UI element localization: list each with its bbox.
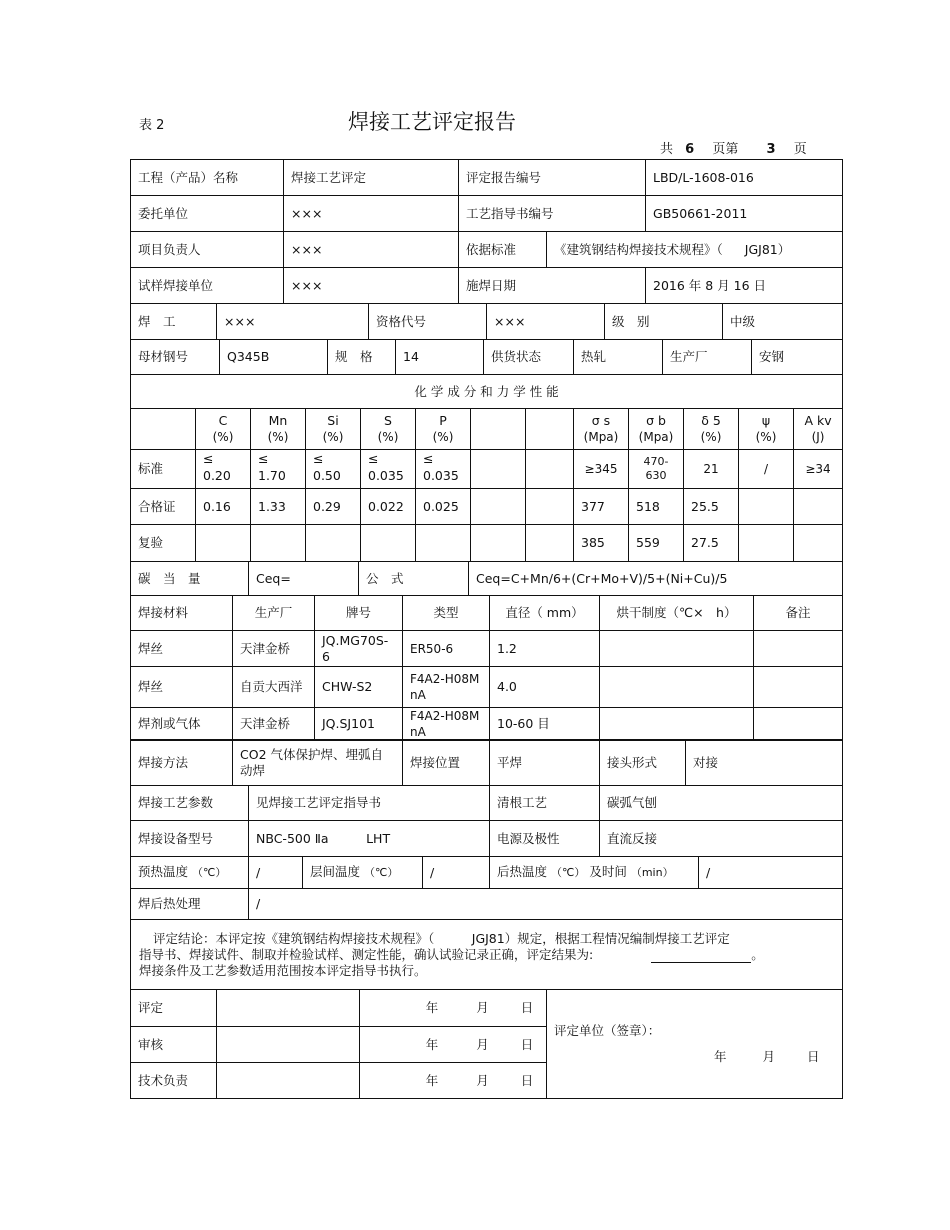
chem-header-unit: (%) xyxy=(267,430,289,444)
chem-header-symbol: A kv xyxy=(804,413,832,428)
chem-cell: 0.022 xyxy=(361,489,416,525)
chem-header-symbol: σ s xyxy=(591,413,611,428)
chem-cell: 21 xyxy=(684,450,739,489)
model-label: 焊接设备型号 xyxy=(131,821,249,857)
chem-header-unit: (%) xyxy=(432,430,454,444)
interpass-value: / xyxy=(423,857,490,889)
page-title: 焊接工艺评定报告 xyxy=(348,110,516,134)
signoff-date xyxy=(360,990,547,1027)
chem-cell xyxy=(306,450,361,489)
chem-header-symbol: σ b xyxy=(646,413,666,428)
conclusion-text xyxy=(131,920,843,990)
current-page: 3 xyxy=(766,142,776,157)
chem-header-10 xyxy=(739,409,794,450)
chem-corner xyxy=(131,409,196,450)
project-label: 工程（产品）名称 xyxy=(131,160,284,196)
date-value: 2016 年 8 月 16 日 xyxy=(646,268,843,304)
chem-cell xyxy=(471,450,526,489)
page-counter xyxy=(660,138,807,157)
grade-value: 中级 xyxy=(723,304,843,340)
clean-label: 清根工艺 xyxy=(490,786,600,821)
le-sign: ≤ xyxy=(258,451,269,466)
chem-cell: 559 xyxy=(629,525,684,562)
chem-cell xyxy=(416,450,471,489)
chem-section-title: 化 学 成 分 和 力 学 性 能 xyxy=(131,375,843,409)
chem-cell xyxy=(794,525,843,562)
project-value: 焊接工艺评定 xyxy=(284,160,459,196)
signoff-unit xyxy=(547,990,843,1099)
guide-no-value: GB50661-2011 xyxy=(646,196,843,232)
chem-cell xyxy=(526,525,574,562)
chem-cell xyxy=(739,489,794,525)
cons-cell: 10-60 目 xyxy=(490,708,600,741)
pwht-label: 焊后热处理 xyxy=(131,889,249,920)
table-label: 表 2 xyxy=(139,118,165,133)
standard-label: 依据标准 xyxy=(459,232,547,268)
carbon-label: 碳 当 量 xyxy=(131,562,249,596)
cons-cell xyxy=(600,631,754,667)
grade-label: 级 别 xyxy=(605,304,723,340)
date-year: 年 xyxy=(425,1072,439,1088)
signoff-signature xyxy=(217,1063,360,1099)
welder-value: ××× xyxy=(217,304,369,340)
chem-header-symbol: Si xyxy=(327,413,339,428)
steel-label: 母材钢号 xyxy=(131,340,220,375)
cons-cell: 4.0 xyxy=(490,667,600,708)
signoff-date xyxy=(360,1027,547,1063)
page-mid: 页第 xyxy=(712,142,739,157)
chem-cell xyxy=(361,450,416,489)
signoff-label: 技术负责 xyxy=(131,1063,217,1099)
report-no-value: LBD/L-1608-016 xyxy=(646,160,843,196)
cons-header-6: 备注 xyxy=(754,596,843,631)
chem-header-4 xyxy=(416,409,471,450)
chem-cell: ≥345 xyxy=(574,450,629,489)
spec-label: 规 格 xyxy=(328,340,396,375)
signoff-table xyxy=(130,989,843,1099)
chem-value: 0.035 xyxy=(423,468,459,483)
supply-label: 供货状态 xyxy=(484,340,574,375)
signoff-date xyxy=(360,1063,547,1099)
client-value: ××× xyxy=(284,196,459,232)
cons-cell: JQ.MG70S-6 xyxy=(315,631,403,667)
cons-header-0: 焊接材料 xyxy=(131,596,233,631)
conclusion-line1: 评定结论：本评定按《建筑钢结构焊接技术规程》（ JGJ81）规定，根据工程情况编制焊接工艺评定 xyxy=(153,930,730,946)
power-label: 电源及极性 xyxy=(490,821,600,857)
chem-header-8 xyxy=(629,409,684,450)
consumables-table xyxy=(130,595,843,741)
position-label: 焊接位置 xyxy=(403,740,490,786)
cons-cell: 自贡大西洋 xyxy=(233,667,315,708)
postheat-value: / xyxy=(699,857,843,889)
joint-label: 接头形式 xyxy=(600,740,686,786)
model-value: NBC-500 Ⅱa LHT xyxy=(249,821,490,857)
chem-cell xyxy=(251,525,306,562)
chem-cell xyxy=(794,489,843,525)
client-label: 委托单位 xyxy=(131,196,284,232)
cons-cell: 焊丝 xyxy=(131,667,233,708)
method-label: 焊接方法 xyxy=(131,740,233,786)
chem-cell xyxy=(416,525,471,562)
conclusion-line2: 指导书、焊接试件、制取并检验试样、测定性能，确认试验记录正确，评定结果为: 。 xyxy=(139,946,764,962)
spec-value: 14 xyxy=(396,340,484,375)
date-year: 年 xyxy=(714,1049,727,1064)
cons-cell xyxy=(600,667,754,708)
chem-header-symbol: P xyxy=(439,413,447,428)
date-year: 年 xyxy=(425,1000,439,1015)
chem-cell: 0.16 xyxy=(196,489,251,525)
chem-cell xyxy=(471,525,526,562)
leader-label: 项目负责人 xyxy=(131,232,284,268)
chem-table xyxy=(130,374,843,562)
interpass-label: 层间温度 （℃） xyxy=(303,857,423,889)
chem-row-label: 复验 xyxy=(131,525,196,562)
cons-header-3: 类型 xyxy=(403,596,490,631)
maker-value: 安钢 xyxy=(752,340,843,375)
steel-value: Q345B xyxy=(220,340,328,375)
date-month: 月 xyxy=(476,1036,489,1052)
leader-value: ××× xyxy=(284,232,459,268)
chem-header-symbol: Mn xyxy=(268,413,288,428)
temps-table xyxy=(130,856,843,920)
chem-row-label: 合格证 xyxy=(131,489,196,525)
supply-value: 热轧 xyxy=(574,340,663,375)
signoff-signature xyxy=(217,1027,360,1063)
chem-cell xyxy=(629,450,684,489)
chem-header-symbol: δ 5 xyxy=(701,413,721,428)
cons-cell xyxy=(754,708,843,741)
welder-label: 焊 工 xyxy=(131,304,217,340)
formula-label: 公 式 xyxy=(359,562,469,596)
cons-header-2: 牌号 xyxy=(315,596,403,631)
cons-cell: F4A2-H08MnA xyxy=(403,667,490,708)
cons-cell: ER50-6 xyxy=(403,631,490,667)
cons-cell: 天津金桥 xyxy=(233,708,315,741)
chem-value: 1.70 xyxy=(258,468,286,483)
cons-cell: JQ.SJ101 xyxy=(315,708,403,741)
cons-cell: F4A2-H08MnA xyxy=(403,708,490,741)
chem-header-symbol: C xyxy=(218,413,228,428)
chem-header-3 xyxy=(361,409,416,450)
chem-value: 0.50 xyxy=(313,468,341,483)
date-month: 月 xyxy=(476,1000,489,1015)
guide-no-label: 工艺指导书编号 xyxy=(459,196,646,232)
chem-cell: 385 xyxy=(574,525,629,562)
cons-cell: CHW-S2 xyxy=(315,667,403,708)
page-suffix: 页 xyxy=(793,142,807,157)
position-value: 平焊 xyxy=(490,740,600,786)
cons-header-1: 生产厂 xyxy=(233,596,315,631)
chem-cell: 0.29 xyxy=(306,489,361,525)
chem-cell xyxy=(361,525,416,562)
signoff-signature xyxy=(217,990,360,1027)
le-sign: ≤ xyxy=(203,451,214,466)
chem-header-symbol: ψ xyxy=(761,413,771,428)
date-day: 日 xyxy=(520,1000,534,1015)
unit-date xyxy=(554,1049,835,1065)
le-sign: ≤ xyxy=(423,451,434,466)
preheat-label: 预热温度 （℃） xyxy=(131,857,249,889)
conclusion-table xyxy=(130,919,843,990)
cons-cell xyxy=(754,667,843,708)
le-sign: ≤ xyxy=(368,451,379,466)
conclusion-line3: 焊接条件及工艺参数适用范围按本评定指导书执行。 xyxy=(139,962,427,978)
chem-header-unit: (Mpa) xyxy=(638,430,674,444)
chem-header-11 xyxy=(794,409,843,450)
chem-header-5 xyxy=(471,409,526,450)
chem-cell: 25.5 xyxy=(684,489,739,525)
unit-label: 评定单位（签章）： xyxy=(554,1023,661,1038)
chem-header-0 xyxy=(196,409,251,450)
chem-cell xyxy=(306,525,361,562)
chem-value-part: 470- xyxy=(643,455,669,468)
welding-unit-label: 试样焊接单位 xyxy=(131,268,284,304)
chem-header-2 xyxy=(306,409,361,450)
signoff-label: 评定 xyxy=(131,990,217,1027)
date-label: 施焊日期 xyxy=(459,268,646,304)
chem-header-unit: (%) xyxy=(700,430,722,444)
chem-cell: 377 xyxy=(574,489,629,525)
postheat-label: 后热温度 （℃） 及时间 （min） xyxy=(490,857,699,889)
param-label: 焊接工艺参数 xyxy=(131,786,249,821)
maker-label: 生产厂 xyxy=(663,340,752,375)
param-value: 见焊接工艺评定指导书 xyxy=(249,786,490,821)
method-value: CO2 气体保护焊、埋弧自动焊 xyxy=(233,740,403,786)
total-prefix: 共 xyxy=(660,142,674,157)
carbon-ceq: Ceq= xyxy=(249,562,359,596)
carbon-table xyxy=(130,561,843,596)
cons-cell xyxy=(754,631,843,667)
date-month: 月 xyxy=(476,1072,489,1088)
cons-cell: 焊丝 xyxy=(131,631,233,667)
chem-cell: 1.33 xyxy=(251,489,306,525)
chem-cell: 518 xyxy=(629,489,684,525)
chem-cell: ≥34 xyxy=(794,450,843,489)
chem-header-9 xyxy=(684,409,739,450)
chem-header-unit: (%) xyxy=(212,430,234,444)
signoff-label: 审核 xyxy=(131,1027,217,1063)
total-pages: 6 xyxy=(685,142,695,157)
chem-header-unit: (%) xyxy=(377,430,399,444)
chem-header-6 xyxy=(526,409,574,450)
chem-header-symbol: S xyxy=(384,413,392,428)
standard-value: 《建筑钢结构焊接技术规程》（ JGJ81） xyxy=(547,232,843,268)
date-month: 月 xyxy=(762,1049,776,1064)
params-table xyxy=(130,785,843,857)
date-year: 年 xyxy=(425,1036,439,1052)
welding-unit-value: ××× xyxy=(284,268,459,304)
chem-value: 0.035 xyxy=(368,468,404,483)
le-sign: ≤ xyxy=(313,451,324,466)
date-day: 日 xyxy=(520,1036,534,1052)
date-day: 日 xyxy=(807,1049,820,1064)
chem-value: 0.20 xyxy=(203,468,231,483)
method-table xyxy=(130,739,843,786)
chem-cell xyxy=(196,525,251,562)
chem-cell xyxy=(526,489,574,525)
cons-header-5: 烘干制度（℃× h） xyxy=(600,596,754,631)
cons-header-4: 直径（ mm） xyxy=(490,596,600,631)
cons-cell: 焊剂或气体 xyxy=(131,708,233,741)
date-day: 日 xyxy=(520,1072,534,1088)
chem-cell: / xyxy=(739,450,794,489)
material-table xyxy=(130,339,843,375)
preheat-value: / xyxy=(249,857,303,889)
pwht-value: / xyxy=(249,889,843,920)
chem-header-unit: (%) xyxy=(755,430,777,444)
cert-value: ××× xyxy=(487,304,605,340)
cons-cell: 1.2 xyxy=(490,631,600,667)
chem-cell: 0.025 xyxy=(416,489,471,525)
welder-table xyxy=(130,303,843,340)
joint-value: 对接 xyxy=(686,740,843,786)
chem-value-part: 630 xyxy=(645,469,667,482)
clean-value: 碳弧气刨 xyxy=(600,786,843,821)
chem-cell xyxy=(739,525,794,562)
formula-value: Ceq=C+Mn/6+(Cr+Mo+V)/5+(Ni+Cu)/5 xyxy=(469,562,843,596)
info-table xyxy=(130,159,843,304)
cons-cell: 天津金桥 xyxy=(233,631,315,667)
chem-cell xyxy=(471,489,526,525)
report-no-label: 评定报告编号 xyxy=(459,160,646,196)
cert-label: 资格代号 xyxy=(369,304,487,340)
chem-header-unit: (J) xyxy=(811,430,825,444)
chem-cell: 27.5 xyxy=(684,525,739,562)
chem-header-7 xyxy=(574,409,629,450)
power-value: 直流反接 xyxy=(600,821,843,857)
chem-cell xyxy=(251,450,306,489)
chem-header-1 xyxy=(251,409,306,450)
chem-header-unit: (Mpa) xyxy=(583,430,619,444)
cons-cell xyxy=(600,708,754,741)
chem-cell xyxy=(196,450,251,489)
chem-header-unit: (%) xyxy=(322,430,344,444)
chem-cell xyxy=(526,450,574,489)
chem-row-label: 标准 xyxy=(131,450,196,489)
